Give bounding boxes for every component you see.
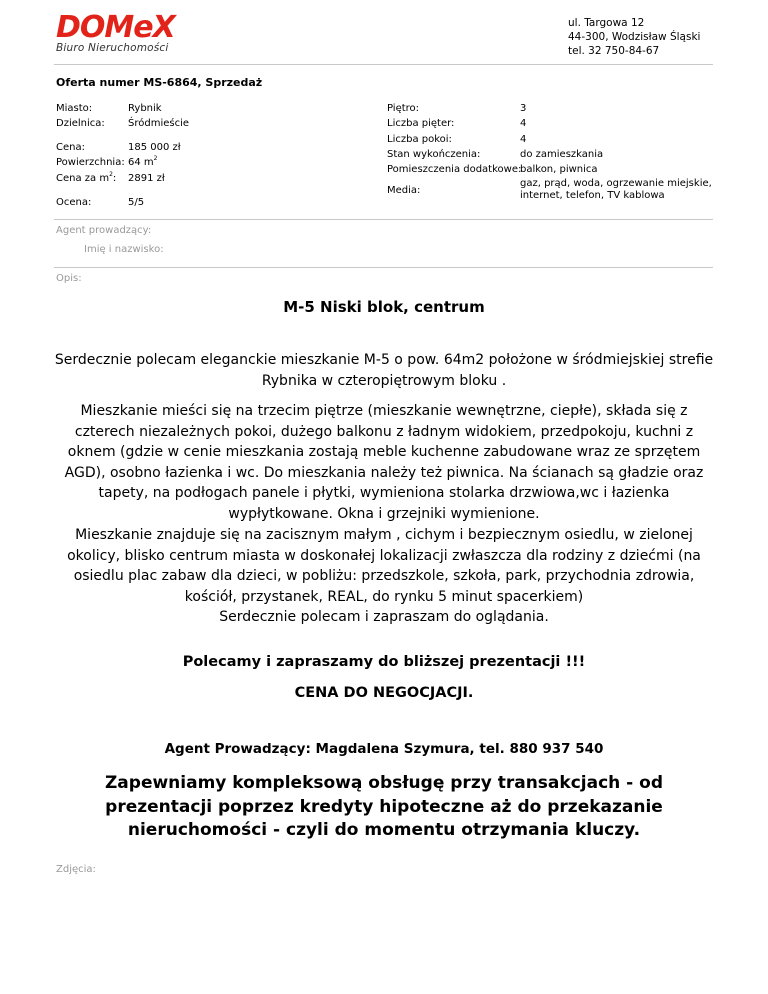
negotiable-price-text: CENA DO NEGOCJACJI. — [294, 685, 474, 701]
address-street: ul. Targowa 12 — [568, 17, 645, 29]
company-logo — [56, 12, 175, 54]
prop-value-extra-rooms: balkon, piwnica — [520, 164, 598, 175]
prop-value-utilities: gaz, prąd, woda, ogrzewanie miejskie, internet, telefon, TV kablowa — [520, 178, 712, 201]
prop-label-floors-count: Liczba pięter: — [387, 118, 455, 129]
prop-value-city: Rybnik — [128, 103, 162, 114]
prop-value-condition: do zamieszkania — [520, 149, 604, 160]
service-statement: Zapewniamy kompleksową obsługę przy transakcjach - od prezentacji poprzez kredyty hipoteczne aż do przekazanie nieruchomości - czyli do momentu otrzymania kluczy. — [104, 773, 663, 840]
invitation-text: Polecamy i zapraszamy do bliższej prezentacji !!! — [182, 654, 586, 670]
divider — [54, 64, 713, 65]
prop-label-rating: Ocena: — [56, 197, 92, 208]
description-paragraph-1: Serdecznie polecam eleganckie mieszkanie M-5 o pow. 64m2 położone w śródmiejskiej strefie Rybnika w czteropiętrowym bloku . — [54, 352, 714, 389]
description-label: Opis: — [56, 273, 82, 284]
company-address — [568, 16, 700, 58]
description-paragraph-2: Mieszkanie mieści się na trzecim piętrze (mieszkanie wewnętrzne, ciepłe), składa się z czterech niezależnych pokoi, dużego balkonu z ładnym widokiem, przedpokoju, kuchni z oknem (gdzie w cenie mieszkania zostają meble kuchenne zabudowane wraz ze sprzętem AGD), osobno łazienka i wc. Do mieszkania należy też piwnica. Na ścianach są gładzie oraz tapety, na podłogach panele i płytki, wymieniona stolarka drzwiowa,wc i łazienka wypłytkowane. Okna i grzejniki wymienione. — [64, 403, 704, 522]
prop-label-condition: Stan wykończenia: — [387, 149, 481, 160]
prop-value-floor: 3 — [520, 103, 527, 114]
prop-label-city: Miasto: — [56, 103, 93, 114]
prop-value-price-per-m2: 2891 zł — [128, 173, 165, 184]
logo-wordmark: DOMeX — [56, 10, 175, 45]
prop-label-floor: Piętro: — [387, 103, 420, 114]
photos-label: Zdjęcia: — [56, 864, 96, 875]
description-paragraph-3: Mieszkanie znajduje się na zacisznym małym , cichym i bezpiecznym osiedlu, w zielonej okolicy, blisko centrum miasta w doskonałej lokalizacji zwłaszcza dla rodziny z dziećmi (na osiedlu plac zabaw dla dzieci, w pobliżu: przedszkole, szkoła, park, przychodnia zdrowia, kościół, przystanek, REAL, do rynku 5 minut spacerkiem) Serdecznie polecam i zapraszam do oglądania. — [67, 527, 701, 625]
agent-name-label: Imię i nazwisko: — [84, 244, 164, 255]
prop-label-rooms: Liczba pokoi: — [387, 134, 452, 145]
prop-label-area: Powierzchnia: — [56, 157, 125, 168]
address-phone: tel. 32 750-84-67 — [568, 45, 660, 57]
prop-value-floors-count: 4 — [520, 118, 527, 129]
prop-value-area: 64 $m^2$ — [128, 155, 158, 168]
logo-subtitle: Biuro Nieruchomości — [56, 42, 169, 54]
prop-value-price: 185 000 zł — [128, 142, 181, 153]
agent-section-label: Agent prowadzący: — [56, 225, 152, 236]
prop-value-district: Śródmieście — [128, 118, 190, 129]
prop-label-extra-rooms: Pomieszczenia dodatkowe: — [387, 164, 522, 175]
prop-value-rooms: 4 — [520, 134, 527, 145]
prop-label-price-per-m2: Cena za $m^2$: — [56, 171, 117, 184]
address-city: 44-300, Wodzisław Śląski — [568, 31, 701, 43]
divider — [54, 219, 713, 220]
agent-contact: Agent Prowadzący: Magdalena Szymura, tel. 880 937 540 — [164, 741, 604, 757]
prop-label-price: Cena: — [56, 142, 85, 153]
offer-title: Oferta numer MS-6864, Sprzedaż — [56, 76, 263, 89]
prop-label-district: Dzielnica: — [56, 118, 105, 129]
prop-label-utilities: Media: — [387, 185, 421, 196]
description-title: M-5 Niski blok, centrum — [283, 298, 485, 316]
prop-value-rating: 5/5 — [128, 197, 145, 208]
divider — [54, 267, 713, 268]
